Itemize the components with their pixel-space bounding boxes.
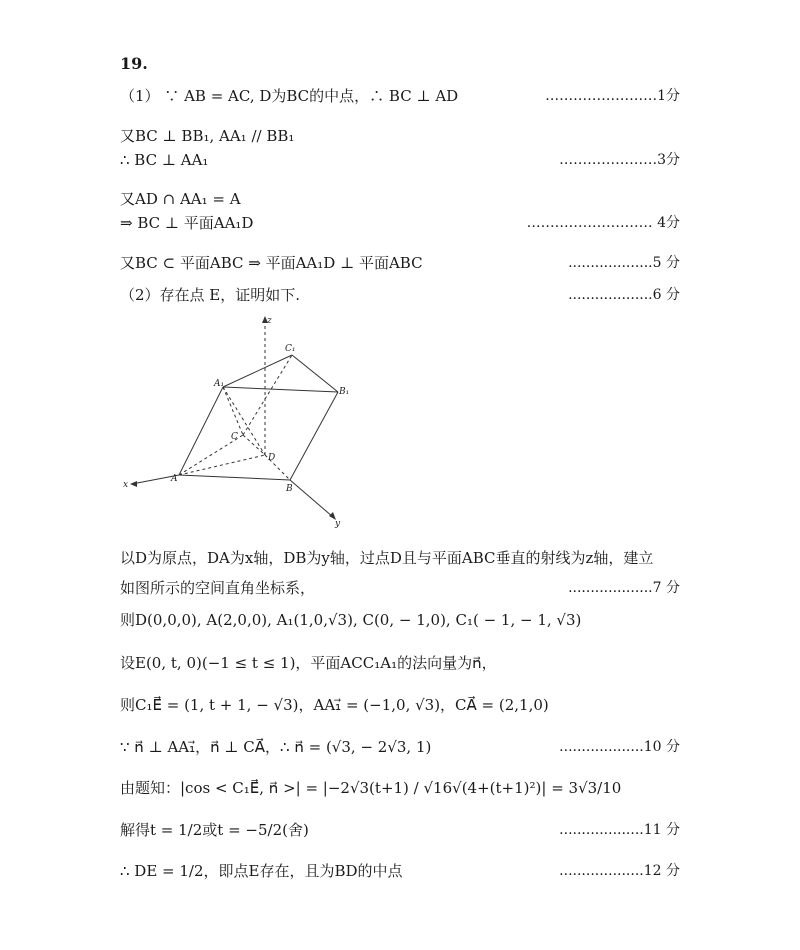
- solution-line: [0, 123, 800, 149]
- solution-line: [0, 250, 800, 276]
- edge-A1B1: [223, 387, 338, 392]
- score-marker: ...................12 分: [559, 863, 680, 879]
- score-marker: ...................5 分: [568, 255, 680, 271]
- edge-AB: [179, 475, 290, 480]
- solution-text: 如图所示的空间直角坐标系，: [120, 579, 316, 597]
- solution-line: [0, 575, 800, 601]
- solution-text: 又BC ⊥ BB₁, AA₁ // BB₁: [120, 127, 295, 145]
- solution-line: [0, 775, 800, 801]
- solution-line: [0, 692, 800, 718]
- edge-AD: [179, 455, 265, 475]
- solution-line: [0, 147, 800, 173]
- edge-A1C: [223, 387, 243, 435]
- solution-line: [0, 650, 800, 676]
- solution-text: 以D为原点，DA为x轴，DB为y轴，过点D且与平面ABC垂直的射线为z轴，建立: [120, 549, 654, 567]
- solution-line: [0, 210, 800, 236]
- label-D: D: [268, 453, 276, 463]
- score-marker: ...................7 分: [568, 580, 680, 596]
- x-arrow: [130, 481, 137, 487]
- solution-line: [0, 858, 800, 884]
- edge-A1D: [223, 387, 265, 455]
- edge-CD: [243, 435, 265, 455]
- solution-line: [0, 83, 800, 109]
- solution-text: 设E(0, t, 0)(−1 ≤ t ≤ 1)，平面ACC₁A₁的法向量为n⃗，: [120, 654, 497, 672]
- label-B1: B₁: [339, 387, 350, 397]
- solution-text: 由题知：|cos < C₁E⃗, n⃗ >| = |−2√3(t+1) / √16√(4+(t+1)²)| = 3√3/10: [120, 779, 622, 797]
- score-marker: ...................11 分: [559, 822, 680, 838]
- score-marker: …………………3分: [559, 152, 680, 168]
- solution-text: （1） ∵ AB = AC, D为BC的中点，∴ BC ⊥ AD: [120, 87, 459, 105]
- solution-text: 又BC ⊂ 平面ABC ⇒ 平面AA₁D ⊥ 平面ABC: [120, 254, 423, 272]
- solution-text: ∵ n⃗ ⊥ AA₁⃗，n⃗ ⊥ CA⃗，∴ n⃗ = (√3, − 2√3, 1): [120, 738, 432, 756]
- solution-text: 解得t = 1/2或t = −5/2(舍): [120, 821, 309, 839]
- solution-text: （2）存在点 E，证明如下.: [120, 286, 301, 304]
- label-y: y: [335, 519, 341, 529]
- y-axis: [290, 480, 333, 517]
- label-A1: A₁: [214, 379, 225, 389]
- solution-text: 则D(0,0,0), A(2,0,0), A₁(1,0,√3), C(0, − 1,0), C₁( − 1, − 1, √3): [120, 611, 582, 629]
- label-C: C: [231, 432, 238, 442]
- solution-line: [0, 817, 800, 843]
- score-marker: ...................6 分: [568, 287, 680, 303]
- solution-line: [0, 734, 800, 760]
- solution-line: [0, 607, 800, 633]
- label-B: B: [286, 484, 293, 494]
- solution-text: 则C₁E⃗ = (1, t + 1, − √3)，AA₁⃗ = (−1,0, √3)，CA⃗ = (2,1,0): [120, 696, 549, 714]
- score-marker: ……………………… 4分: [526, 215, 680, 231]
- score-marker: ...................10 分: [559, 739, 680, 755]
- solution-text: ∴ BC ⊥ AA₁: [120, 151, 209, 169]
- label-z: z: [267, 316, 272, 326]
- solution-line: [0, 282, 800, 308]
- label-C1: C₁: [285, 344, 296, 354]
- prism-coordinate-figure: [120, 310, 360, 535]
- edge-C1B1: [292, 355, 338, 392]
- label-x: x: [123, 480, 129, 490]
- label-A: A: [171, 474, 178, 484]
- solution-text: ⇒ BC ⊥ 平面AA₁D: [120, 214, 254, 232]
- edge-B1B: [290, 392, 338, 480]
- solution-text: ∴ DE = 1/2，即点E存在，且为BD的中点: [120, 862, 403, 880]
- solution-text: 又AD ∩ AA₁ = A: [120, 190, 241, 208]
- problem-number: 19.: [120, 54, 148, 73]
- score-marker: ……………………1分: [545, 88, 680, 104]
- solution-line: [0, 545, 800, 571]
- edge-CC1: [243, 355, 292, 435]
- solution-line: [0, 186, 800, 212]
